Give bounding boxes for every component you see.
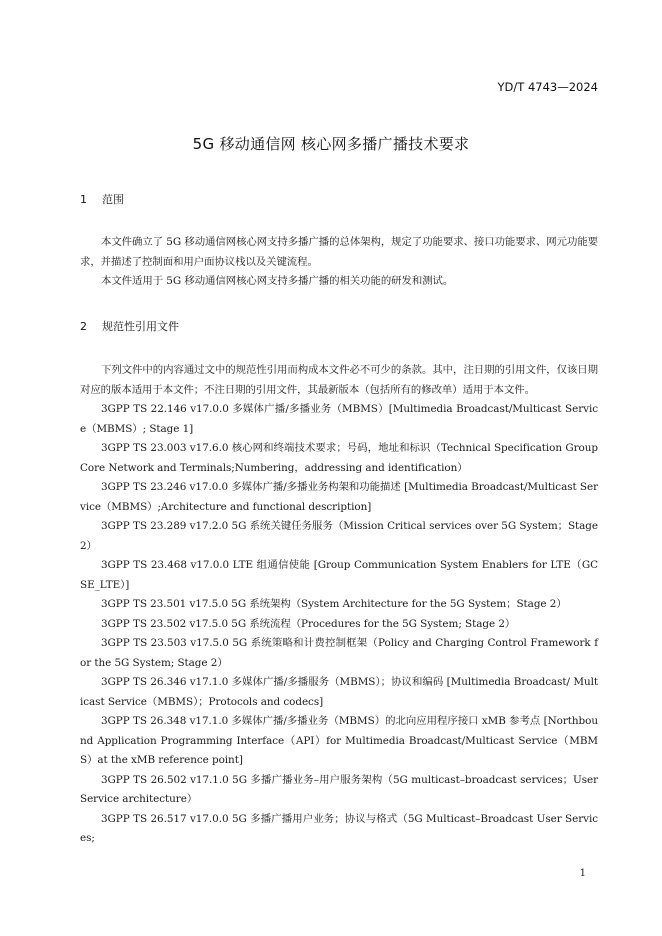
section-1-body <box>80 233 598 292</box>
paragraph: 本文件适用于 5G 移动通信网核心网支持多播广播的相关功能的研发和测试。 <box>101 275 454 287</box>
reference-item: 3GPP TS 26.348 v17.1.0 多媒体广播/多播业务（MBMS）的北向应用程序接口 xMB 参考点 [Northbound Application Programming Interface（API）for Multimedia Broadcast/Multicast Service（MBMS）at the xMB reference point] <box>80 715 598 766</box>
section-title: 规范性引用文件 <box>102 320 179 333</box>
section-1-heading <box>80 191 124 207</box>
page-number: 1 <box>579 868 586 879</box>
reference-item: 3GPP TS 23.246 v17.0.0 多媒体广播/多播业务构架和功能描述 [Multimedia Broadcast/Multicast Service（MBMS）;Architecture and functional description] <box>80 481 598 513</box>
reference-item: 3GPP TS 22.146 v17.0.0 多媒体广播/多播业务（MBMS）[Multimedia Broadcast/Multicast Service（MBMS）; Stage 1] <box>80 403 598 435</box>
section-2-body <box>80 361 598 849</box>
reference-item: 3GPP TS 23.502 v17.5.0 5G 系统流程（Procedures for the 5G System; Stage 2） <box>101 617 516 630</box>
section-title: 范围 <box>102 193 124 206</box>
paragraph: 本文件确立了 5G 移动通信网核心网支持多播广播的总体架构，规定了功能要求、接口功能要求、网元功能要求，并描述了控制面和用户面协议栈以及关键流程。 <box>80 236 598 268</box>
standard-code: YD/T 4743—2024 <box>497 80 598 94</box>
reference-item: 3GPP TS 26.502 v17.1.0 5G 多播广播业务–用户服务架构（5G multicast–broadcast services；User Service architecture） <box>80 773 598 805</box>
section-2-heading <box>80 318 179 334</box>
section-number: 1 <box>80 193 87 206</box>
document-title: 5G 移动通信网 核心网多播广播技术要求 <box>192 135 470 153</box>
reference-item: 3GPP TS 23.501 v17.5.0 5G 系统架构（System Architecture for the 5G System；Stage 2） <box>101 598 567 610</box>
reference-item: 3GPP TS 23.003 v17.6.0 核心网和终端技术要求；号码，地址和标识（Technical Specification Group Core Network and Terminals;Numbering，addressing and identification） <box>80 442 598 474</box>
section-number: 2 <box>80 320 87 333</box>
reference-item: 3GPP TS 26.346 v17.1.0 多媒体广播/多播服务（MBMS）；协议和编码 [Multimedia Broadcast/ Multicast Service（MBMS）；Protocols and codecs] <box>80 676 598 708</box>
reference-item: 3GPP TS 26.517 v17.0.0 5G 多播广播用户业务；协议与格式（5G Multicast–Broadcast User Services; <box>80 812 598 844</box>
reference-item: 3GPP TS 23.468 v17.0.0 LTE 组通信使能 [Group Communication System Enablers for LTE（GCSE_LTE）] <box>80 559 598 591</box>
reference-item: 3GPP TS 23.289 v17.2.0 5G 系统关键任务服务（Mission Critical services over 5G System；Stage 2） <box>80 520 598 552</box>
paragraph-intro: 下列文件中的内容通过文中的规范性引用而构成本文件必不可少的条款。其中，注日期的引用文件，仅该日期对应的版本适用于本文件；不注日期的引用文件，其最新版本（包括所有的修改单）适用于本文件。 <box>80 364 598 396</box>
reference-item: 3GPP TS 23.503 v17.5.0 5G 系统策略和计费控制框架（Policy and Charging Control Framework for the 5G System; Stage 2） <box>80 637 598 669</box>
